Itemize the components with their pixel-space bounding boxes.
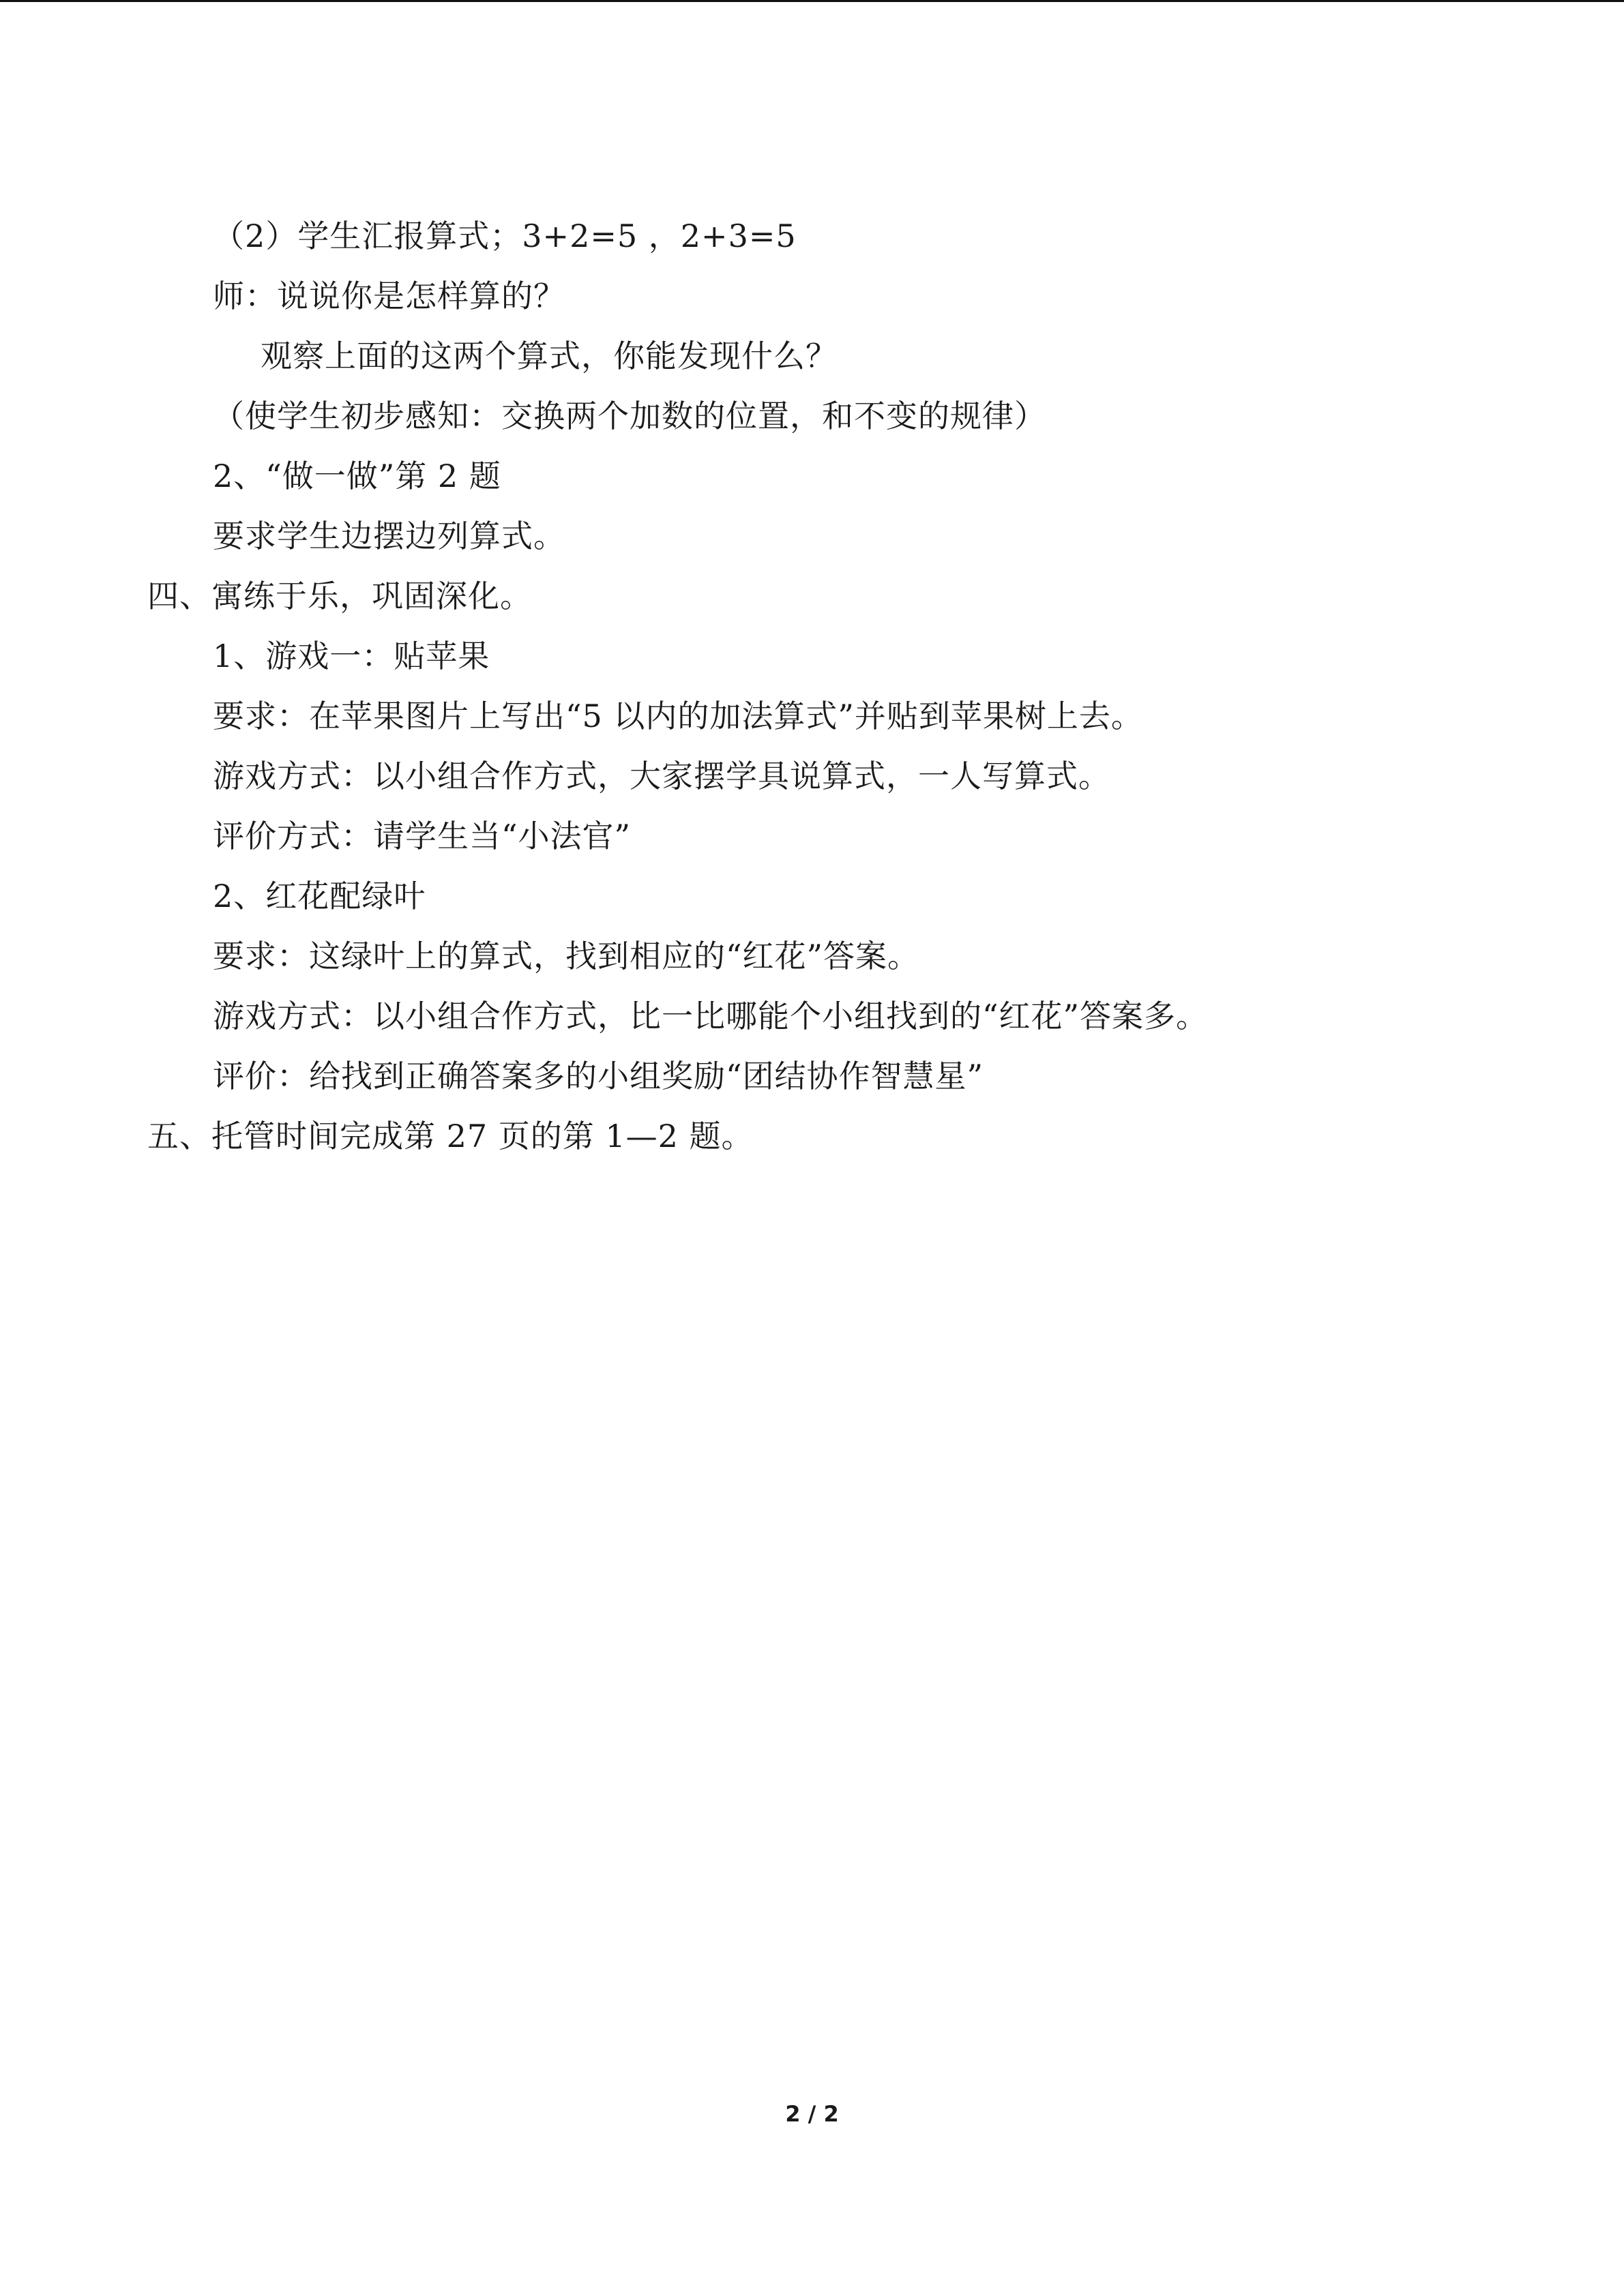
- line-game-one-requirement: 要求：在苹果图片上写出“5 以内的加法算式”并贴到苹果树上去。: [213, 698, 1143, 734]
- line-teacher-question: 师：说说你是怎样算的？: [213, 278, 565, 314]
- section-heading-practice: 四、寓练于乐，巩固深化。: [147, 578, 532, 614]
- line-game-one-evaluation: 评价方式：请学生当“小法官”: [213, 818, 632, 854]
- line-game-two-title: 2、红花配绿叶: [213, 878, 426, 914]
- line-game-two-method: 游戏方式：以小组合作方式，比一比哪能个小组找到的“红花”答案多。: [213, 998, 1209, 1034]
- line-game-two-requirement: 要求：这绿叶上的算式，找到相应的“红花”答案。: [213, 938, 920, 974]
- section-heading-homework: 五、托管时间完成第 27 页的第 1—2 题。: [147, 1118, 754, 1154]
- line-game-one-title: 1、游戏一：贴苹果: [213, 638, 490, 674]
- line-exercise-requirement: 要求学生边摆边列算式。: [213, 518, 565, 554]
- line-student-report-formulas: （2）学生汇报算式；3+2=5 ，2+3=5: [213, 218, 797, 254]
- line-observe-formulas: 观察上面的这两个算式，你能发现什么？: [261, 338, 838, 374]
- page-number: 2 / 2: [785, 2101, 839, 2127]
- line-exercise-2: 2、“做一做”第 2 题: [213, 458, 501, 494]
- line-commutative-note: （使学生初步感知：交换两个加数的位置，和不变的规律）: [213, 398, 1046, 434]
- line-game-two-evaluation: 评价：给找到正确答案多的小组奖励“团结协作智慧星”: [213, 1058, 984, 1094]
- line-game-one-method: 游戏方式：以小组合作方式，大家摆学具说算式，一人写算式。: [213, 758, 1110, 794]
